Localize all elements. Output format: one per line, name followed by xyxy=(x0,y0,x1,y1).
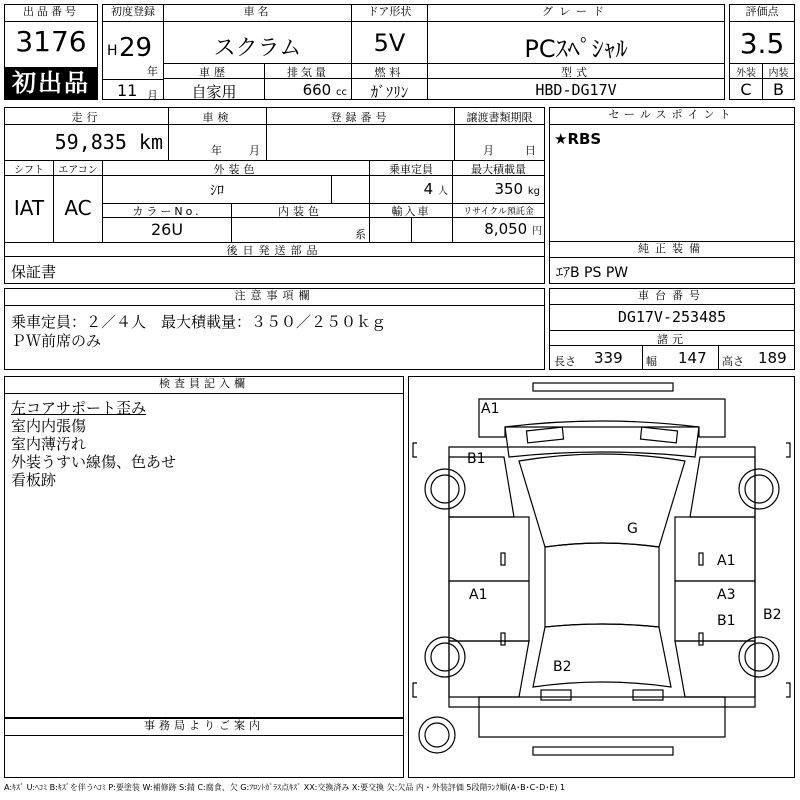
model-value: HBD-DG17V xyxy=(535,81,617,99)
fuel-value: ｶﾞｿﾘﾝ xyxy=(370,83,409,101)
shift-label: シフト xyxy=(14,165,44,176)
import-label: 輸入車 xyxy=(391,205,431,218)
mark-b2-rear: B2 xyxy=(553,659,572,675)
mileage-unit: km xyxy=(138,130,163,154)
inspection-label: 車検 xyxy=(202,111,233,124)
mark-a1-front: A1 xyxy=(481,401,500,417)
first-registration-label: 初度登録 xyxy=(103,5,163,22)
shift-value: IAT xyxy=(13,196,45,220)
capacity-number: 4 xyxy=(423,180,434,198)
sales-point-label: セールスポイント xyxy=(550,108,794,125)
sales-point-cell xyxy=(549,107,795,242)
rear-door-right xyxy=(675,581,755,641)
rear-door-left xyxy=(449,581,529,641)
mark-a3-right: A3 xyxy=(717,587,736,603)
front-bumper-outline xyxy=(479,399,725,437)
capacity-value xyxy=(370,180,448,198)
car-name-value: スクラム xyxy=(213,36,302,61)
legend-text: A:ｷｽﾞ U:ﾍｺﾐ B:ｷｽﾞを伴うﾍｺﾐ P:要塗装 W:補修跡 S:錆 C:腐食、欠 G:ﾌﾛﾝﾄｶﾞﾗｽ点ｷｽﾞ XX:交換済み X:要交換 欠:欠品 内・外装評価 5段階ﾗﾝｸ順(A･B･C･D･E) 1 xyxy=(4,783,566,792)
mark-g-windshield: G xyxy=(627,521,638,537)
front-door-right xyxy=(675,517,755,581)
equipment-value: ｴｱB PS PW xyxy=(556,265,629,281)
first-registration-year-unit: 年 xyxy=(147,65,158,78)
door-handle-left xyxy=(501,553,505,565)
inspection-year-unit: 年 xyxy=(211,144,222,157)
spec-height-label: 高さ xyxy=(722,355,744,368)
score-value: 3.5 xyxy=(739,27,785,60)
bracket-left-rear xyxy=(413,683,417,697)
first-listing-badge: 初出品 xyxy=(5,67,97,99)
max-load-value xyxy=(453,180,540,198)
chassis-value: DG17V-253485 xyxy=(617,308,727,326)
rear-window xyxy=(533,624,671,687)
displacement-unit: cc xyxy=(336,87,347,98)
bracket-right-front xyxy=(786,443,790,457)
wheel-rear-left-inner xyxy=(431,643,459,671)
headlight-left xyxy=(526,427,563,443)
windshield xyxy=(519,454,685,547)
later-parts-cell xyxy=(4,256,545,284)
color-no-value: 26U xyxy=(150,220,184,239)
headlight-right xyxy=(640,427,677,443)
interior-score-value: B xyxy=(773,80,784,99)
body-diagram-cell xyxy=(408,376,795,778)
wheel-front-left-inner xyxy=(431,475,459,503)
color-no-label: カラーNo. xyxy=(132,205,202,218)
notes-label: 注意事項欄 xyxy=(5,289,544,306)
aircon-label: エアコン xyxy=(58,165,98,176)
mark-b1-front-left: B1 xyxy=(467,451,486,467)
max-load-unit: kg xyxy=(527,186,540,197)
sales-point-value: ★RBS xyxy=(554,130,602,148)
grade-label: グレード xyxy=(428,5,724,22)
interior-color-unit: 系 xyxy=(355,228,366,241)
inspector-line-3: 室内薄汚れ xyxy=(11,435,87,453)
mileage-label: 走行 xyxy=(71,111,102,124)
fuel-label: 燃料 xyxy=(374,66,405,79)
chassis-cell xyxy=(549,288,795,370)
interior-score-label: 内装 xyxy=(768,68,789,79)
reg-number-label: 登録番号 xyxy=(330,111,391,124)
mileage-number: 59,835 xyxy=(54,130,127,154)
office-cell xyxy=(4,718,404,778)
office-label: 事務局よりご案内 xyxy=(5,719,403,736)
spec-length-value: 339 xyxy=(594,349,623,367)
front-door-left xyxy=(449,517,529,581)
recycle-value xyxy=(453,220,542,238)
displacement-label: 排気量 xyxy=(287,66,329,79)
rear-handle-left xyxy=(501,633,505,645)
score-label: 評価点 xyxy=(730,5,794,22)
lot-number-cell xyxy=(4,4,98,100)
later-parts-label: 後日発送部品 xyxy=(226,244,323,257)
score-cell xyxy=(729,4,795,100)
mark-a1-left-door: A1 xyxy=(469,587,488,603)
equipment-label: 純正装備 xyxy=(550,242,794,258)
later-parts-value: 保証書 xyxy=(11,263,57,281)
spec-length-label: 長さ xyxy=(554,355,576,368)
inspector-line-2: 室内内張傷 xyxy=(11,417,87,435)
inspection-month-unit: 月 xyxy=(249,144,260,157)
lot-number-label: 出品番号 xyxy=(5,5,97,22)
inspector-line-4: 外装うすい線傷、色あせ xyxy=(11,453,177,471)
exterior-score-value: C xyxy=(740,80,752,99)
car-info-block xyxy=(163,4,725,100)
max-load-label: 最大積載量 xyxy=(471,163,526,176)
max-load-number: 350 xyxy=(494,180,524,198)
capacity-label: 乗車定員 xyxy=(389,163,433,176)
interior-color-label: 内装色 xyxy=(278,205,323,218)
mark-b1-right-rear: B1 xyxy=(717,613,736,629)
inspector-line-5: 看板跡 xyxy=(11,471,57,489)
first-registration-era: H xyxy=(107,43,118,59)
rear-handle-right xyxy=(699,633,703,645)
transfer-label: 譲渡書類期限 xyxy=(466,111,533,124)
body-outline xyxy=(449,447,755,707)
specs-label: 諸元 xyxy=(657,333,687,346)
door-handle-right xyxy=(699,553,703,565)
roof-rail-front xyxy=(533,383,673,391)
lot-number-value: 3176 xyxy=(15,25,87,58)
door-label: ドア形状 xyxy=(352,5,427,22)
wheel-front-right-inner xyxy=(745,475,773,503)
spec-width-label: 幅 xyxy=(646,355,657,368)
first-registration-month: 11 xyxy=(117,81,138,100)
roof xyxy=(545,543,659,627)
displacement-number: 660 xyxy=(302,81,332,99)
history-value: 自家用 xyxy=(191,83,237,101)
exterior-color-label: 外装色 xyxy=(213,163,259,176)
inspector-label: 検査員記入欄 xyxy=(5,377,403,394)
recycle-unit: 円 xyxy=(532,226,542,237)
rear-bumper-outline xyxy=(479,697,725,737)
chassis-label: 車台番号 xyxy=(550,289,794,305)
first-registration-month-unit: 月 xyxy=(147,89,158,102)
mark-a1-right-door: A1 xyxy=(717,553,736,569)
spare-wheel-inner xyxy=(425,723,449,747)
hood-outline xyxy=(505,421,699,457)
bracket-right-rear xyxy=(786,683,790,697)
model-label: 型式 xyxy=(561,66,591,79)
notes-line-2: ＰＷ前席のみ xyxy=(11,332,102,350)
recycle-label: リサイクル預託金 xyxy=(463,207,534,217)
first-registration-year: 29 xyxy=(119,33,153,63)
roof-rail-rear xyxy=(533,747,673,755)
transfer-day-unit: 日 xyxy=(525,144,536,157)
spec-width-value: 147 xyxy=(678,349,707,367)
mark-b2-right-side: B2 xyxy=(763,607,782,623)
details-block xyxy=(4,107,545,257)
exterior-color-value: ｼﾛ xyxy=(210,183,224,199)
recycle-number: 8,050 xyxy=(484,220,528,238)
wheel-rear-right-inner xyxy=(745,643,773,671)
tail-light-left xyxy=(541,690,571,700)
bracket-left-front xyxy=(413,443,417,457)
notes-line-1: 乗車定員：２／４人 最大積載量：３５０／２５０ｋｇ xyxy=(11,313,387,331)
displacement-value xyxy=(265,81,347,99)
mileage-value xyxy=(5,130,163,154)
tail-light-right xyxy=(633,690,663,700)
first-registration-cell xyxy=(102,4,164,100)
notes-cell xyxy=(4,288,545,370)
history-label: 車歴 xyxy=(199,66,229,79)
equipment-cell xyxy=(549,241,795,284)
car-name-label: 車名 xyxy=(164,5,351,22)
inspector-cell xyxy=(4,376,404,718)
car-body-diagram xyxy=(409,377,794,777)
door-value: 5V xyxy=(373,29,406,57)
capacity-unit: 人 xyxy=(438,186,448,197)
spec-height-value: 189 xyxy=(758,349,787,367)
grade-value: PCｽﾍﾟｼｬﾙ xyxy=(524,35,628,63)
exterior-score-label: 外装 xyxy=(736,68,756,79)
inspector-line-1: 左コアサポート歪み xyxy=(11,399,147,417)
aircon-value: AC xyxy=(64,196,92,220)
transfer-month-unit: 月 xyxy=(483,144,494,157)
